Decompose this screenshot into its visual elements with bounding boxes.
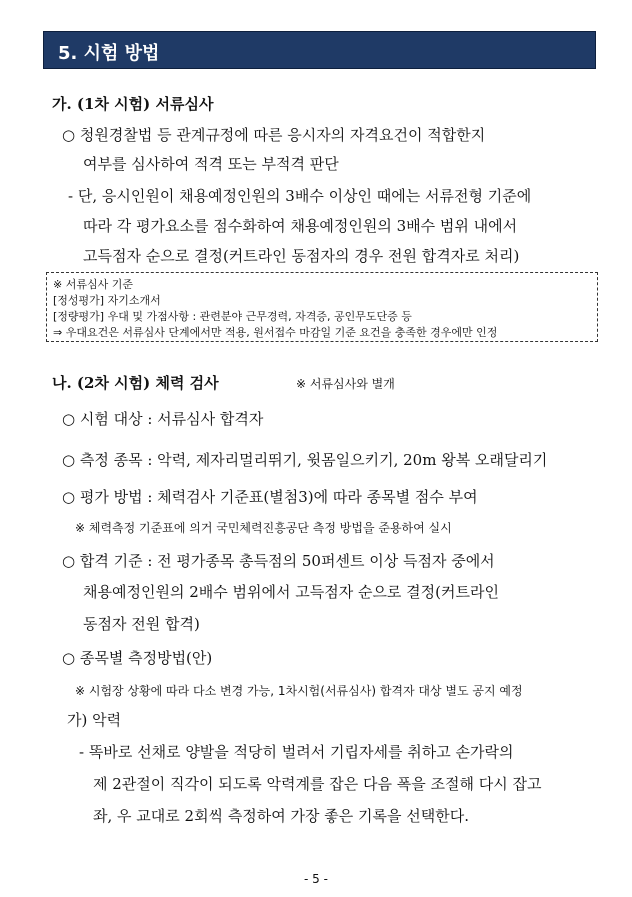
criteria-qualitative: [정성평가] 자기소개서: [53, 294, 161, 307]
exam-target-item: ○ 시험 대상 : 서류심사 합격자: [62, 410, 264, 428]
page-number: - 5 -: [304, 872, 328, 886]
first-exam-bullet-line-1: ○ 청원경찰법 등 관계규정에 따른 응시자의 자격요건이 적합한지: [62, 126, 486, 144]
pass-criteria-line-3: 동점자 전원 합격): [83, 615, 200, 633]
criteria-quantitative: [정량평가] 우대 및 가점사항 : 관련분야 근무경력, 자격증, 공인무도단증 등: [53, 310, 412, 323]
criteria-preference-note: ⇒ 우대요건은 서류심사 단계에서만 적용, 원서접수 마감일 기준 요건을 충족한 경우에만 인정: [53, 326, 498, 339]
section-title: 5. 시험 방법: [58, 43, 160, 64]
criteria-box: [46, 272, 598, 342]
criteria-title: ※ 서류심사 기준: [53, 278, 133, 291]
grip-strength-line-2: 제 2관절이 직각이 되도록 악력계를 잡은 다음 폭을 조절해 다시 잡고: [93, 775, 542, 793]
first-exam-dash-line-2: 따라 각 평가요소를 점수화하여 채용예정인원의 3배수 범위 내에서: [83, 217, 518, 235]
measurement-method-heading: ○ 종목별 측정방법(안): [62, 649, 213, 667]
grip-strength-line-1: - 똑바로 선채로 양발을 적당히 벌려서 기립자세를 취하고 손가락의: [79, 743, 514, 761]
pass-criteria-line-1: ○ 합격 기준 : 전 평가종목 총득점의 50퍼센트 이상 득점자 중에서: [62, 552, 495, 570]
measurement-method-note: ※ 시험장 상황에 따라 다소 변경 가능, 1차시험(서류심사) 합격자 대상 별도 공지 예정: [75, 684, 523, 698]
first-exam-heading: 가. (1차 시험) 서류심사: [52, 95, 214, 113]
grip-strength-heading: 가) 악력: [67, 711, 122, 729]
first-exam-dash-line-1: - 단, 응시인원이 채용예정인원의 3배수 이상인 때에는 서류전형 기준에: [68, 187, 532, 205]
first-exam-bullet-line-2: 여부를 심사하여 적격 또는 부적격 판단: [83, 155, 339, 173]
section-title-bar: [43, 31, 596, 69]
pass-criteria-line-2: 채용예정인원의 2배수 범위에서 고득점자 순으로 결정(커트라인: [83, 583, 499, 601]
first-exam-dash-line-3: 고득점자 순으로 결정(커트라인 동점자의 경우 전원 합격자로 처리): [83, 247, 520, 265]
exam-events-item: ○ 측정 종목 : 악력, 제자리멀리뛰기, 윗몸일으키기, 20m 왕복 오래달리기: [62, 451, 548, 469]
second-exam-heading: 나. (2차 시험) 체력 검사: [52, 374, 219, 392]
grip-strength-line-3: 좌, 우 교대로 2회씩 측정하여 가장 좋은 기록을 선택한다.: [93, 807, 470, 825]
exam-evaluation-item: ○ 평가 방법 : 체력검사 기준표(별첨3)에 따라 종목별 점수 부여: [62, 488, 478, 506]
evaluation-note: ※ 체력측정 기준표에 의거 국민체력진흥공단 측정 방법을 준용하여 실시: [75, 521, 452, 535]
second-exam-heading-note: ※ 서류심사와 별개: [296, 377, 395, 391]
